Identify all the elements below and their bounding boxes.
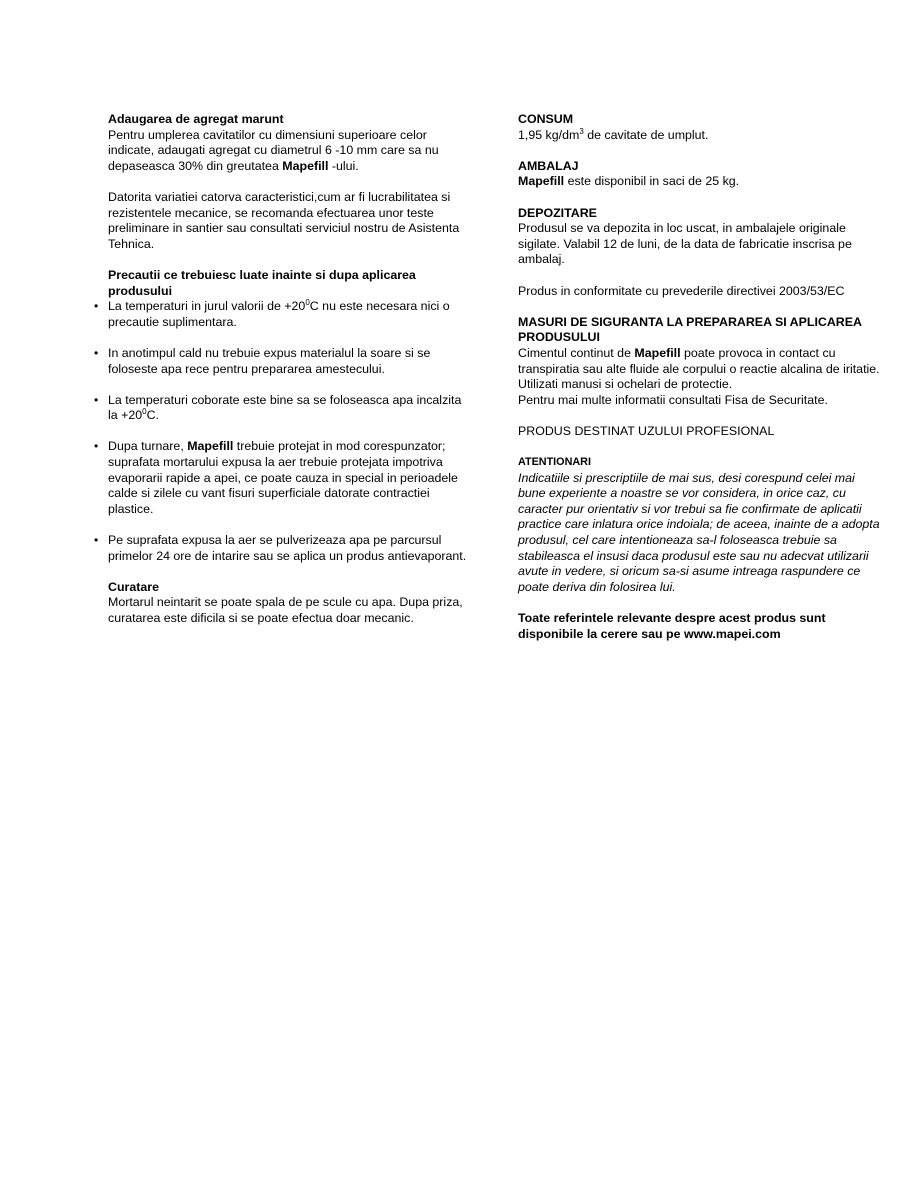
product-name: Mapefill <box>187 439 234 454</box>
precautions-heading: Precautii ce trebuiesc luate inainte si dupa aplicarea produsului <box>108 267 416 298</box>
aggregate-section <box>108 112 470 174</box>
list-item: • La temperaturi in jurul valorii de $+20^0C$ nu este necesara nici o precautie suplimentara. <box>94 298 450 329</box>
precautions-list <box>94 298 470 564</box>
bullet-icon: • <box>94 299 99 314</box>
safety-line-protection: Utilizati manusi si ochelari de protectie. <box>518 377 733 392</box>
safety-text: Cimentul continut de Mapefill poate provoca in contact cu transpiratia sau alte fluide ale corpului o reactie alcalina de iritatie. <box>518 345 880 376</box>
product-name: Mapefill <box>282 158 329 173</box>
depozitare-heading: DEPOZITARE <box>518 205 597 220</box>
list-item: • In anotimpul cald nu trebuie expus materialul la soare si se foloseste apa rece pentru prepararea amestecului. <box>94 345 431 376</box>
bullet-icon: • <box>94 533 99 548</box>
aggregate-text: Pentru umplerea cavitatilor cu dimensiuni superioare celor indicate, adaugati agregat cu diametrul 6 -10 mm care sa nu depaseasca 30% din greutatea Mapefill -ului. <box>108 127 439 173</box>
ambalaj-section <box>518 159 880 190</box>
cleaning-text: Mortarul neintarit se poate spala de pe scule cu apa. Dupa priza, curatarea este dificila si se poate efectua doar mecanic. <box>108 595 463 625</box>
variation-paragraph: Datorita variatiei catorva caracteristici,cum ar fi lucrabilitatea si rezistentele mecanice, se recomanda efectuarea unor teste preliminare in santier sau consultati serviciul nostru de Asistenta Tehnica. <box>108 189 460 251</box>
cleaning-heading: Curatare <box>108 579 159 594</box>
warnings-section <box>518 455 880 595</box>
consum-text: 1,95 $kg/dm^3$ de cavitate de umplut. <box>518 126 709 142</box>
product-name: Mapefill <box>518 174 565 189</box>
conformity-paragraph: Produs in conformitate cu prevederile directivei 2003/53/EC <box>518 283 845 298</box>
cleaning-section <box>108 580 470 627</box>
safety-heading: MASURI DE SIGURANTA LA PREPARAREA SI APLICAREA PRODUSULUI <box>518 314 862 345</box>
depozitare-text: Produsul se va depozita in loc uscat, in ambalajele originale sigilate. Valabil 12 de luni, de la data de fabricatie inscrisa pe ambalaj. <box>518 221 852 267</box>
bullet-icon: • <box>94 392 99 407</box>
safety-section <box>518 315 880 409</box>
professional-use-notice: PRODUS DESTINAT UZULUI PROFESIONAL <box>518 423 775 438</box>
ambalaj-heading: AMBALAJ <box>518 158 579 173</box>
warnings-text: Indicatiile si prescriptiile de mai sus, desi corespund celei mai bune experiente a noastre se vor considera, in orice caz, cu caracter pur orientativ si vor trebui sa fie confirmate de aplicatii practice care inlatura orice indoiala; de aceea, inainte de a adopta produsul, cel care intentioneaza sa-l foloseasca trebuie sa stabileasca el insusi daca produsul este sau nu adecvat utilizarii avute in vedere, si oricum sa-si asume intreaga raspundere ce poate deriva din folosirea lui. <box>518 470 880 594</box>
list-item: • Pe suprafata expusa la aer se pulverizeaza apa pe parcursul primelor 24 ore de intarire sau se aplica un produs antievaporant. <box>94 533 467 563</box>
list-item: • La temperaturi coborate este bine sa se foloseasca apa incalzita la $+20^0C$. <box>94 392 462 423</box>
left-column <box>94 112 470 627</box>
bullet-icon: • <box>94 439 99 454</box>
right-column <box>518 112 880 642</box>
product-name: Mapefill <box>634 345 681 360</box>
aggregate-heading: Adaugarea de agregat marunt <box>108 112 284 126</box>
bullet-icon: • <box>94 345 99 360</box>
consum-heading: CONSUM <box>518 112 574 126</box>
references-note: Toate referintele relevante despre acest produs sunt disponibile la cerere sau pe www.mapei.com <box>518 611 826 641</box>
list-item: • Dupa turnare, Mapefill trebuie protejat in mod corespunzator; suprafata mortarului expusa la aer trebuie protejata impotriva evaporarii rapide a apei, ce poate cauza in special in perioadele calde si zilele cu vant fisuri superficiale datorate contractiei plastice. <box>94 439 458 516</box>
depozitare-section <box>518 206 880 268</box>
precautions-section <box>94 267 470 564</box>
safety-line-info: Pentru mai multe informatii consultati Fisa de Securitate. <box>518 392 828 407</box>
consum-section <box>518 112 880 143</box>
ambalaj-text: Mapefill este disponibil in saci de 25 kg. <box>518 174 740 189</box>
warnings-heading: ATENTIONARI <box>518 456 591 469</box>
